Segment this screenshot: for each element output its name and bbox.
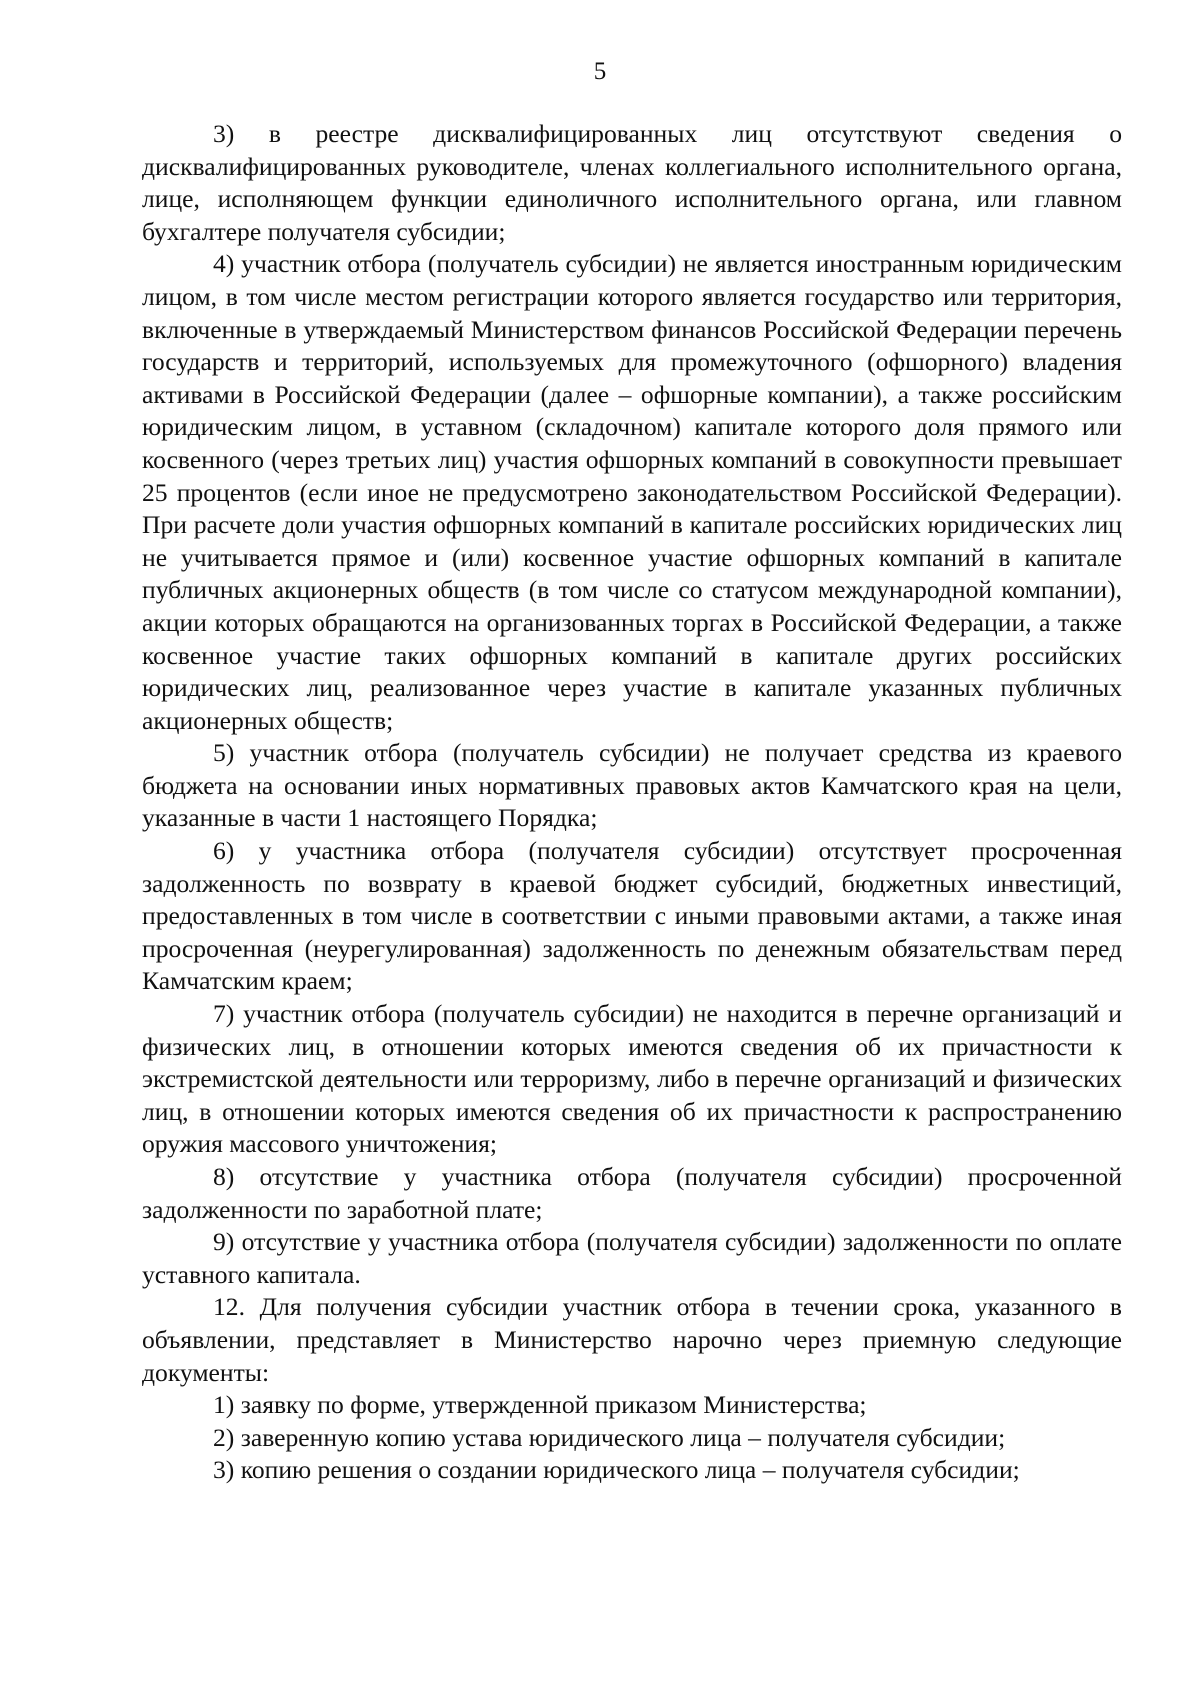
document-list-item-2: 2) заверенную копию устава юридического лица – получателя субсидии; [213,1422,1006,1452]
document-list-item-3: 3) копию решения о создании юридического лица – получателя субсидии; [213,1455,1020,1485]
paragraph-item-3: 3) в реестре дисквалифицированных лиц отсутствуют сведения о дисквалифицированных руководителе, членах коллегиального исполнительного органа, лице, исполняющем функции единоличного исполнительного органа, или главном бухгалтере получателя субсидии; [142,119,1122,246]
document-body [142,118,1122,1487]
paragraph-item-9: 9) отсутствие у участника отбора (получателя субсидии) задолженности по оплате уставного капитала. [142,1227,1122,1289]
paragraph-section-12: 12. Для получения субсидии участник отбора в течении срока, указанного в объявлении, представляет в Министерство нарочно через приемную следующие документы: [142,1292,1122,1387]
paragraph-item-7: 7) участник отбора (получатель субсидии) не находится в перечне организаций и физических лиц, в отношении которых имеются сведения об их причастности к экстремистской деятельности или терроризму, либо в перечне организаций и физических лиц, в отношении которых имеются сведения об их причастности к распространению оружия массового уничтожения; [142,999,1122,1159]
paragraph-item-8: 8) отсутствие у участника отбора (получателя субсидии) просроченной задолженности по заработной плате; [142,1162,1122,1224]
document-list-item-1: 1) заявку по форме, утвержденной приказом Министерства; [213,1390,867,1420]
paragraph-item-6: 6) у участника отбора (получателя субсидии) отсутствует просроченная задолженность по возврату в краевой бюджет субсидий, бюджетных инвестиций, предоставленных в том числе в соответствии с иными правовыми актами, а также иная просроченная (неурегулированная) задолженность по денежным обязательствам перед Камчатским краем; [142,836,1122,996]
paragraph-item-4: 4) участник отбора (получатель субсидии) не является иностранным юридическим лицом, в том числе местом регистрации которого является государство или территория, включенные в утверждаемый Министерством финансов Российской Федерации перечень государств и территорий, используемых для промежуточного (офшорного) владения активами в Российской Федерации (далее – офшорные компании), а также российским юридическим лицом, в уставном (складочном) капитале которого доля прямого или косвенного (через третьих лиц) участия офшорных компаний в совокупности превышает 25 процентов (если иное не предусмотрено законодательством Российской Федерации). При расчете доли участия офшорных компаний в капитале российских юридических лиц не учитывается прямое и (или) косвенное участие офшорных компаний в капитале публичных акционерных обществ (в том числе со статусом международной компании), акции которых обращаются на организованных торгах в Российской Федерации, а также косвенное участие таких офшорных компаний в капитале других российских юридических лиц, реализованное через участие в капитале указанных публичных акционерных обществ; [142,249,1122,735]
page-number: 5 [593,58,607,85]
paragraph-item-5: 5) участник отбора (получатель субсидии) не получает средства из краевого бюджета на основании иных нормативных правовых актов Камчатского края на цели, указанные в части 1 настоящего Порядка; [142,738,1122,833]
